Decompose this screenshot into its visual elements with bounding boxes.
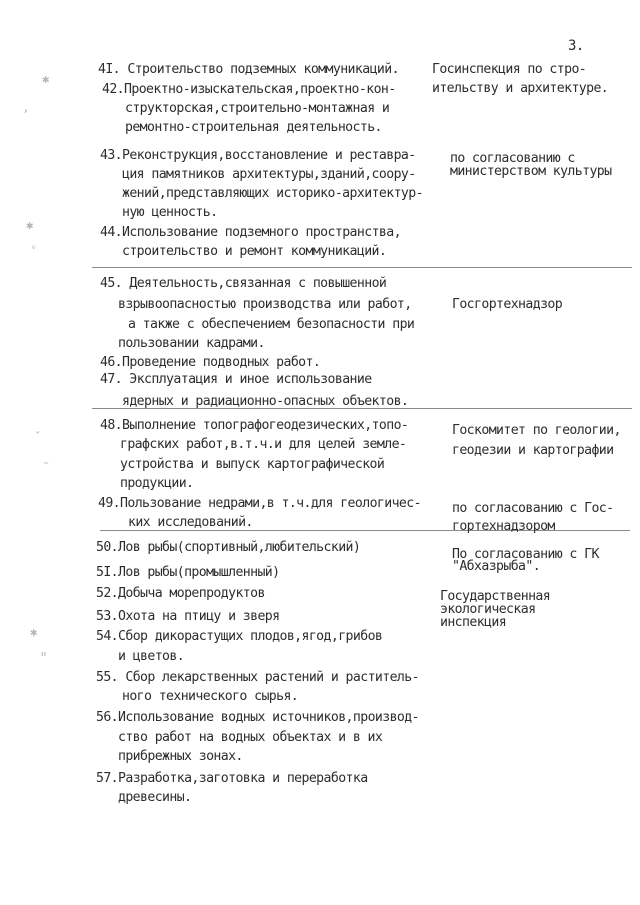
activity-line: 56.Использование водных источников,производ- — [96, 710, 419, 725]
activity-line: 49.Пользование недрами,в т.ч.для геологичес- — [98, 496, 421, 511]
activity-line: продукции. — [120, 476, 194, 491]
activity-line: 52.Добыча морепродуктов — [96, 586, 265, 601]
scan-mark-icon: ᵛ — [30, 242, 37, 256]
scan-mark-icon: ✱ — [26, 218, 33, 232]
activity-line: графских работ,в.т.ч.и для целей земле- — [120, 437, 407, 452]
authority-line: экологическая — [440, 602, 536, 617]
authority-line: Государственная — [440, 589, 551, 604]
activity-line: 45. Деятельность,связанная с повышенной — [100, 276, 387, 291]
activity-line: 57.Разработка,заготовка и переработка — [96, 771, 368, 786]
authority-line: по согласованию с — [450, 151, 575, 166]
activity-line: 55. Сбор лекарственных растений и раститель- — [96, 670, 419, 685]
activity-line: 43.Реконструкция,восстановление и реставра- — [100, 148, 416, 163]
authority-line: "Абхазрыба". — [452, 559, 541, 574]
activity-line: 5I.Лов рыбы(промышленный) — [96, 565, 280, 580]
activity-line: и цветов. — [118, 649, 185, 664]
activity-line: ядерных и радиационно-опасных объектов. — [122, 394, 409, 409]
activity-line: 47. Эксплуатация и иное использование — [100, 372, 372, 387]
scan-mark-icon: ✱ — [30, 625, 37, 639]
activity-line: 50.Лов рыбы(спортивный,любительский) — [96, 540, 361, 555]
activity-line: 48.Выполнение топографогеодезических,топо- — [100, 418, 409, 433]
activity-line: а также с обеспечением безопасности при — [128, 317, 415, 332]
activity-line: ких исследований. — [128, 515, 253, 530]
page-number: 3. — [568, 38, 584, 54]
activity-line: взрывоопасностью производства или работ, — [118, 297, 412, 312]
authority-line: Госинспекция по стро- — [432, 62, 587, 77]
authority-line: геодезии и картографии — [452, 443, 614, 458]
authority-line: ительству и архитектуре. — [432, 81, 609, 96]
activity-line: пользовании кадрами. — [118, 336, 265, 351]
activity-line: 53.Охота на птицу и зверя — [96, 609, 280, 624]
activity-line: 4I. Строительство подземных коммуникаций. — [98, 62, 399, 77]
activity-line: древесины. — [118, 790, 192, 805]
activity-line: прибрежных зонах. — [118, 749, 243, 764]
separator-line — [92, 267, 632, 268]
activity-line: ство работ на водных объектах и в их — [118, 730, 383, 745]
activity-line: ного технического сырья. — [122, 689, 299, 704]
authority-line: по согласованию с Гос- — [452, 501, 614, 516]
authority-line: По согласованию с ГК — [452, 547, 599, 562]
authority-line: министерством культуры — [450, 164, 612, 179]
activity-line: устройства и выпуск картографической — [120, 457, 385, 472]
activity-line: строительство и ремонт коммуникаций. — [122, 244, 387, 259]
scan-mark-icon: ʼ — [22, 108, 29, 122]
activity-line: жений,представляющих историко-архитектур- — [122, 186, 423, 201]
activity-line: ную ценность. — [122, 205, 218, 220]
activity-line: структорская,строительно-монтажная и — [125, 101, 390, 116]
activity-line: 54.Сбор дикорастущих плодов,ягод,грибов — [96, 629, 383, 644]
activity-line: ция памятников архитектуры,зданий,соору- — [122, 167, 416, 182]
scan-mark-icon: ✱ — [42, 72, 49, 86]
authority-line: Госкомитет по геологии, — [452, 423, 621, 438]
activity-line: 42.Проектно-изыскательская,проектно-кон- — [102, 82, 396, 97]
activity-line: ремонтно-строительная деятельность. — [125, 120, 382, 135]
scan-mark-icon: ʺ — [40, 650, 47, 664]
authority-line: Госгортехнадзор — [452, 297, 563, 312]
activity-line: 46.Проведение подводных работ. — [100, 355, 321, 370]
activity-line: 44.Использование подземного пространства, — [100, 225, 401, 240]
authority-line: инспекция — [440, 615, 507, 630]
scan-mark-icon: ˇ — [34, 430, 41, 444]
authority-line: гортехнадзором — [452, 519, 555, 534]
